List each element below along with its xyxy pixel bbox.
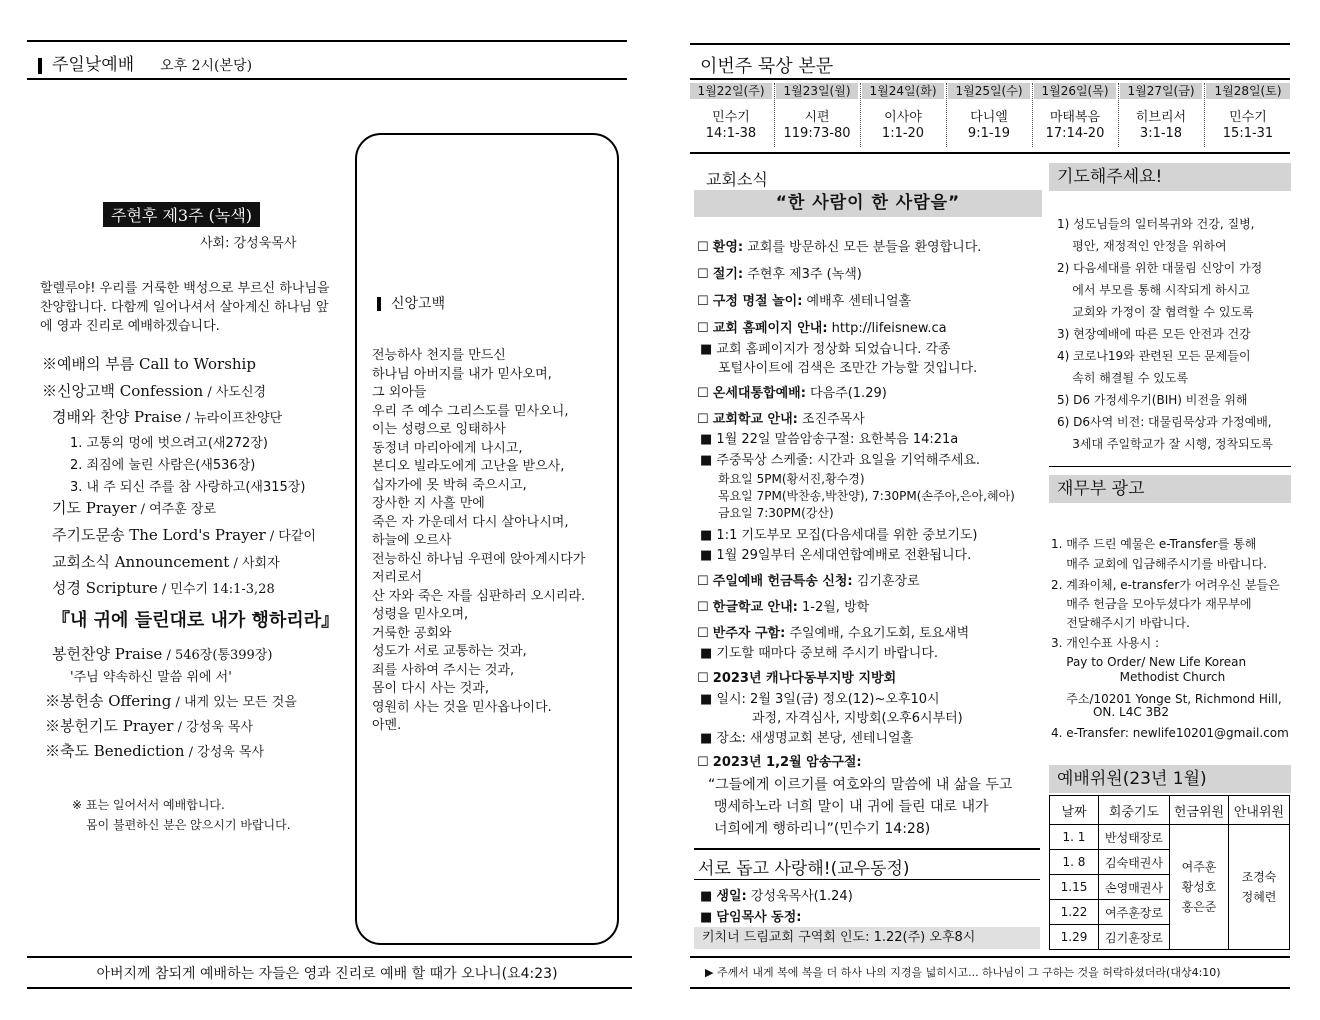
finance-item: 3. 개인수표 사용시 : bbox=[1051, 636, 1160, 650]
order-item: ※예배의 부름 Call to Worship bbox=[42, 355, 256, 373]
creed-bar-icon bbox=[377, 297, 381, 311]
committee-table bbox=[1049, 795, 1290, 950]
standing-note: ※ 표는 일어서서 예배합니다. bbox=[72, 798, 225, 812]
news-item: ☐ 온세대통합예배: 다음주(1.29) bbox=[697, 386, 887, 401]
finance-item: 2. 계좌이체, e-transfer가 어려우신 분들은 bbox=[1051, 578, 1280, 592]
sitting-note: 몸이 불편하신 분은 앉으시기 바랍니다. bbox=[86, 818, 291, 832]
offering-team: 여주훈 황성호 홍은준 bbox=[1170, 825, 1229, 950]
table-cell: 김기훈장로 bbox=[1099, 925, 1170, 950]
news-item: ☐ 주일예배 헌금특송 신청: 김기훈장로 bbox=[697, 574, 920, 589]
table-cell: 1. 8 bbox=[1050, 850, 1099, 875]
table-cell: 1.29 bbox=[1050, 925, 1099, 950]
worship-intro: 할렐루야! 우리를 거룩한 백성으로 부르신 하나님을 찬양합니다. 다함께 일어나셔서 살아계신 하나님 앞에 영과 진리로 예배하겠습니다. bbox=[40, 281, 330, 334]
fellowship-title: 서로 돕고 사랑해!(교우동정) bbox=[698, 859, 910, 879]
pastor-schedule: 키치너 드림교회 구역회 인도: 1.22(주) 오후8시 bbox=[694, 927, 1040, 949]
order-item: ※신앙고백 Confession / 사도신경 bbox=[42, 382, 267, 400]
header-bar-icon bbox=[38, 58, 42, 74]
prayer-item: 5) D6 가정세우기(BIH) 비전을 위해 bbox=[1057, 393, 1248, 407]
table-header-row bbox=[1050, 796, 1290, 825]
table-cell: 1.22 bbox=[1050, 900, 1099, 925]
table-cell: 여주훈장로 bbox=[1099, 900, 1170, 925]
committee-title: 예배위원(23년 1월) bbox=[1049, 765, 1291, 793]
table-cell: 손영매권사 bbox=[1099, 875, 1170, 900]
schedule-reading: 이사야 1:1-20 bbox=[881, 110, 925, 141]
finance-title: 재무부 광고 bbox=[1049, 475, 1291, 503]
schedule-reading: 히브리서 3:1-18 bbox=[1135, 110, 1187, 141]
usher-team: 조경숙 정혜련 bbox=[1229, 825, 1290, 950]
order-item: 성경 Scripture / 민수기 14:1-3,28 bbox=[52, 579, 275, 597]
pastor-item: ■ 담임목사 동정: bbox=[700, 910, 802, 925]
order-item: ※봉헌송 Offering / 내게 있는 모든 것을 bbox=[45, 692, 297, 710]
schedule-date: 1월24일(화) bbox=[862, 83, 944, 99]
hymn-item: 3. 내 주 되신 주를 참 사랑하고(새315장) bbox=[70, 480, 306, 495]
finance-item: 4. e-Transfer: newlife10201@gmail.com bbox=[1051, 726, 1289, 740]
table-header: 안내위원 bbox=[1229, 796, 1290, 825]
schedule-date: 1월28일(토) bbox=[1206, 83, 1290, 99]
memory-verse: “그들에게 이르기를 여호와의 말씀에 내 삶을 두고 bbox=[708, 777, 1013, 793]
prayer-item: 1) 성도님들의 일터복귀와 건강, 질병, bbox=[1057, 217, 1255, 231]
prayer-item: 3) 현장예배에 따른 모든 안전과 건강 bbox=[1057, 327, 1251, 341]
order-item: ※축도 Benediction / 강성욱 목사 bbox=[45, 742, 265, 760]
prayer-item: 6) D6사역 비전: 대물림묵상과 가정예배, bbox=[1057, 415, 1272, 429]
finance-item: 매주 헌금을 모아두셨다가 재무부에 bbox=[1051, 597, 1252, 611]
finance-item: 매주 교회에 입금해주시기를 바랍니다. bbox=[1051, 557, 1267, 571]
footer-verse: ▶ 주께서 내게 복에 복을 더 하사 나의 지경을 넓히시고... 하나님이 그 구하는 것을 허락하셨더라(대상4:10) bbox=[705, 966, 1221, 979]
prayer-item: 3세대 주일학교가 잘 시행, 정착되도록 bbox=[1057, 437, 1273, 451]
meditation-title: 이번주 묵상 본문 bbox=[700, 56, 834, 77]
schedule-date: 1월22일(주) bbox=[690, 83, 772, 99]
prayer-item: 2) 다음세대를 위한 대물림 신앙이 가정 bbox=[1057, 261, 1263, 275]
schedule-date: 1월26일(목) bbox=[1034, 83, 1116, 99]
schedule-reading: 민수기 15:1-31 bbox=[1222, 110, 1274, 141]
news-subitem: ■ 주중묵상 스케줄: 시간과 요일을 기억해주세요. bbox=[700, 453, 981, 468]
order-item: ※봉헌기도 Prayer / 강성욱 목사 bbox=[45, 717, 254, 735]
schedule-reading: 마태복음 17:14-20 bbox=[1045, 110, 1105, 141]
order-item: 기도 Prayer / 여주훈 장로 bbox=[52, 499, 217, 517]
prayer-item: 속히 해결될 수 있도록 bbox=[1057, 371, 1189, 385]
bottom-verse: 아버지께 참되게 예배하는 자들은 영과 진리로 예배 할 때가 오나니(요4:23) bbox=[96, 966, 558, 982]
schedule-date: 1월25일(수) bbox=[948, 83, 1030, 99]
table-header: 날짜 bbox=[1050, 796, 1099, 825]
news-item: ☐ 절기: 주현후 제3주 (녹색) bbox=[697, 267, 862, 282]
hymn-subtitle: '주님 약속하신 말씀 위에 서' bbox=[70, 670, 232, 685]
finance-item: 1. 매주 드린 예물은 e-Transfer를 통해 bbox=[1051, 537, 1257, 551]
schedule-date: 1월23일(월) bbox=[776, 83, 858, 99]
news-subitem: 과정, 자격심사, 지방회(오후6시부터) bbox=[752, 711, 963, 726]
finance-item: 전달해주시기 바랍니다. bbox=[1051, 616, 1190, 630]
table-cell: 1.15 bbox=[1050, 875, 1099, 900]
order-item: 주기도문송 The Lord's Prayer / 다같이 bbox=[52, 526, 316, 544]
hymn-item: 2. 죄짐에 눌린 사람은(새536장) bbox=[70, 458, 256, 473]
table-header: 회중기도 bbox=[1099, 796, 1170, 825]
news-subitem: ■ 1월 29일부터 온세대연합예배로 전환됩니다. bbox=[700, 548, 972, 563]
order-item: 교회소식 Announcement / 사회자 bbox=[52, 553, 280, 571]
news-subitem: ■ 일시: 2월 3일(금) 정오(12)~오후10시 bbox=[700, 692, 940, 707]
order-item: 경배와 찬양 Praise / 뉴라이프찬양단 bbox=[52, 408, 283, 426]
worship-leader: 사회: 강성욱목사 bbox=[200, 236, 297, 251]
news-item: ☐ 교회 홈페이지 안내: http://lifeisnew.ca bbox=[697, 321, 947, 336]
news-banner: “한 사람이 한 사람을” bbox=[694, 190, 1042, 217]
news-subitem: ■ 교회 홈페이지가 정상화 되었습니다. 각종 bbox=[700, 342, 951, 357]
news-item: ☐ 한글학교 안내: 1-2월, 방학 bbox=[697, 600, 870, 615]
prayer-title: 기도해주세요! bbox=[1049, 163, 1291, 191]
news-subitem: 금요일 7:30PM(강산) bbox=[718, 506, 834, 520]
prayer-item: 평안, 재정적인 안정을 위하여 bbox=[1057, 239, 1227, 253]
prayer-item: 교회와 가정이 잘 협력할 수 있도록 bbox=[1057, 305, 1254, 319]
prayer-item: 4) 코로나19와 관련된 모든 문제들이 bbox=[1057, 349, 1251, 363]
news-subitem: ■ 장소: 새생명교회 본당, 센테니얼홀 bbox=[700, 731, 914, 746]
news-subitem: 화요일 5PM(황서진,황수경) bbox=[718, 472, 865, 486]
finance-item: ON. L4C 3B2 bbox=[1051, 705, 1170, 719]
news-subitem: 목요일 7PM(박찬송,박찬양), 7:30PM(손주아,은아,혜아) bbox=[718, 489, 1015, 503]
news-item: ☐ 환영: 교회를 방문하신 모든 분들을 환영합니다. bbox=[697, 240, 982, 255]
birthday-item: ■ 생일: 강성욱목사(1.24) bbox=[700, 889, 853, 904]
finance-item: Pay to Order/ New Life Korean bbox=[1051, 655, 1247, 669]
prayer-item: 에서 부모를 통해 시작되게 하시고 bbox=[1057, 283, 1250, 297]
table-row bbox=[1050, 825, 1290, 850]
worship-header bbox=[38, 50, 252, 75]
news-title: 교회소식 bbox=[706, 170, 768, 189]
hymn-item: 1. 고통의 멍에 벗으려고(새272장) bbox=[70, 436, 268, 451]
worship-notes bbox=[72, 795, 291, 835]
table-cell: 1. 1 bbox=[1050, 825, 1099, 850]
schedule-reading: 시편 119:73-80 bbox=[783, 110, 851, 141]
news-item: ☐ 2023년 캐나다동부지방 지방회 bbox=[697, 671, 897, 686]
news-subitem: ■ 1월 22일 말씀암송구절: 요한복음 14:21a bbox=[700, 432, 959, 447]
news-item: ☐ 교회학교 안내: 조진주목사 bbox=[697, 412, 865, 427]
news-item: ☐ 2023년 1,2월 암송구절: bbox=[697, 755, 862, 770]
news-item: ☐ 구정 명절 놀이: 예배후 센테니얼홀 bbox=[697, 294, 912, 309]
finance-item: 주소/10201 Yonge St, Richmond Hill, bbox=[1051, 692, 1282, 706]
news-subitem: ■ 기도할 때마다 중보해 주시기 바랍니다. bbox=[700, 646, 939, 661]
memory-verse: 맹세하노라 너희 말이 내 귀에 들린 대로 내가 bbox=[714, 799, 989, 815]
news-subitem: ■ 1:1 기도부모 모집(다음세대를 위한 중보기도) bbox=[700, 528, 978, 543]
apostles-creed-text: 전능하사 천지를 만드신 하나님 아버지를 내가 믿사오며, 그 외아들 우리 주 예수 그리스도를 믿사오니, 이는 성령으로 잉태하사 동정녀 마리아에게 나시고, 본디오 빌라도에게 고난을 받으사, 십자가에 못 박혀 죽으시고, 장사한 지 사흘 만에 죽은 자 가운데서 다시 살아나시며, 하늘에 오르사 전능하신 하나님 우편에 앉아계시다가 저리로서 산 자와 죽은 자를 심판하러 오시리라. 성령을 믿사오며, 거룩한 공회와 성도가 서로 교통하는 것과, 죄를 사하여 주시는 것과, 몸이 다시 사는 것과, 영원히 사는 것을 믿사옵나이다. 아멘. bbox=[372, 348, 586, 733]
table-cell: 반성태장로 bbox=[1099, 825, 1170, 850]
table-cell: 김숙태권사 bbox=[1099, 850, 1170, 875]
news-item: ☐ 반주자 구함: 주일예배, 수요기도회, 토요새벽 bbox=[697, 626, 970, 641]
liturgical-season-badge: 주현후 제3주 (녹색) bbox=[103, 202, 260, 227]
news-subitem: 포털사이트에 검색은 조만간 가능할 것입니다. bbox=[718, 361, 978, 376]
schedule-date: 1월27일(금) bbox=[1120, 83, 1202, 99]
schedule-reading: 민수기 14:1-38 bbox=[705, 110, 757, 141]
finance-item: Methodist Church bbox=[1051, 670, 1226, 684]
creed-heading: 신앙고백 bbox=[377, 293, 445, 313]
table-header: 헌금위원 bbox=[1170, 796, 1229, 825]
sermon-title: 『내 귀에 들린대로 내가 행하리라』 bbox=[52, 610, 340, 631]
schedule-reading: 다니엘 9:1-19 bbox=[967, 110, 1011, 141]
worship-title: 주일낮예배 bbox=[52, 55, 135, 75]
order-item: 봉헌찬양 Praise / 546장(통399장) bbox=[52, 645, 273, 663]
worship-time: 오후 2시(본당) bbox=[160, 58, 253, 74]
memory-verse: 너희에게 행하리니”(민수기 14:28) bbox=[714, 821, 931, 837]
